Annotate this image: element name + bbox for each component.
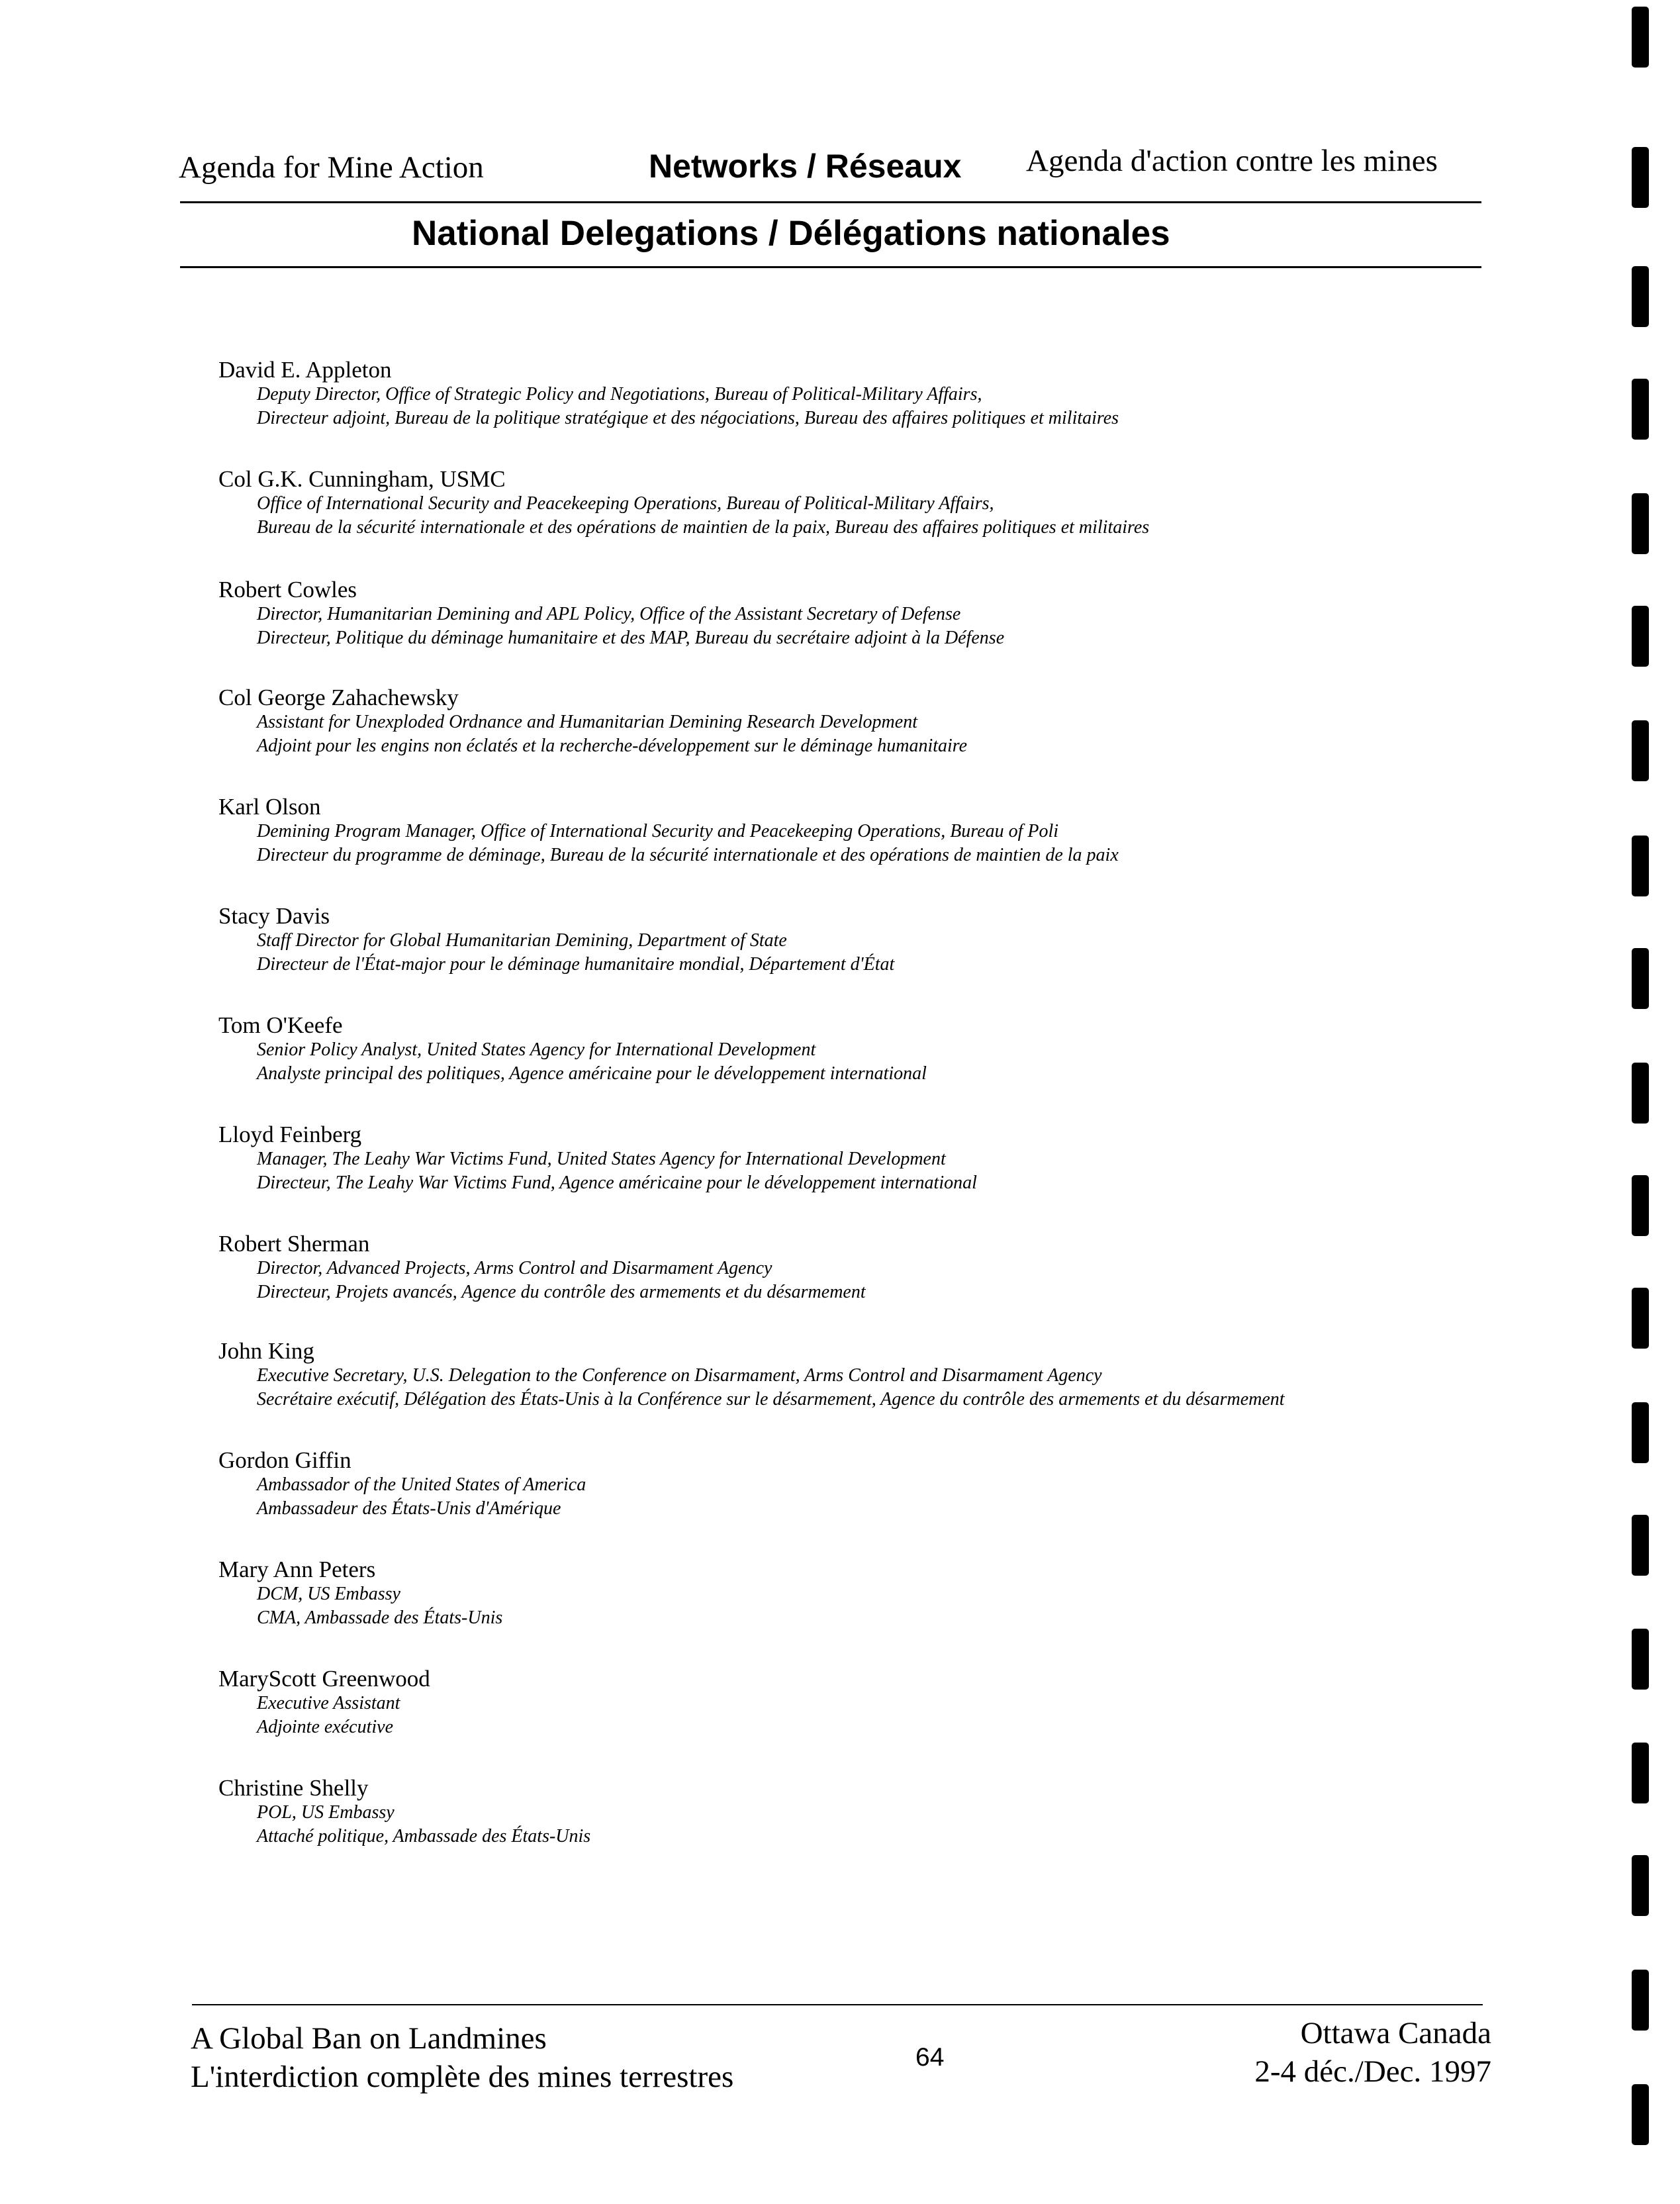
delegate-entry [218,358,1119,430]
binding-mark [1632,493,1649,554]
delegate-title-en: Ambassador of the United States of America [257,1474,586,1495]
delegate-entry [218,1013,927,1086]
delegate-title-fr: Directeur adjoint, Bureau de la politique stratégique et des négociations, Bureau des affaires politiques et militaires [257,408,1119,428]
delegate-name: Robert Sherman [218,1231,370,1257]
delegate-title-fr: Directeur de l'État-major pour le déminage humanitaire mondial, Département d'État [257,954,895,975]
header-section-title: Networks / Réseaux [649,148,962,185]
delegate-entry [218,1666,430,1739]
binding-mark [1632,1063,1649,1124]
delegate-entry [218,1339,1285,1412]
delegate-entry [218,794,1119,867]
delegate-name: MaryScott Greenwood [218,1666,430,1692]
delegate-title-fr: Adjointe exécutive [257,1717,393,1737]
footer-rule [192,2004,1483,2005]
delegate-title-fr: Directeur, The Leahy War Victims Fund, Agence américaine pour le développement international [257,1173,977,1193]
binding-mark [1632,948,1649,1009]
binding-mark [1632,1515,1649,1576]
delegate-entry [218,1448,586,1521]
footer-left-line1: A Global Ban on Landmines [191,2021,547,2056]
binding-mark [1632,1402,1649,1463]
delegate-title-en: Executive Assistant [257,1693,400,1713]
header-left-title: Agenda for Mine Action [179,150,484,185]
binding-mark [1632,266,1649,327]
delegate-title-en: Manager, The Leahy War Victims Fund, United States Agency for International Development [257,1149,946,1169]
delegate-title-en: Staff Director for Global Humanitarian Demining, Department of State [257,930,787,951]
binding-mark [1632,1743,1649,1803]
delegate-title-en: Office of International Security and Peacekeeping Operations, Bureau of Political-Military Affairs, [257,493,994,514]
delegate-title-en: Senior Policy Analyst, United States Agency for International Development [257,1039,816,1060]
delegate-name: Stacy Davis [218,903,330,929]
delegate-entry [218,1231,866,1304]
binding-mark [1632,147,1649,208]
footer-left-line2: L'interdiction complète des mines terrestres [191,2060,734,2094]
header-rule [180,201,1481,203]
binding-mark [1632,1970,1649,2031]
delegate-title-fr: Adjoint pour les engins non éclatés et la recherche-développement sur le déminage humanitaire [257,736,968,756]
delegate-entry [218,467,1149,540]
delegate-title-en: POL, US Embassy [257,1802,395,1823]
delegate-name: Robert Cowles [218,577,357,602]
delegate-name: David E. Appleton [218,357,392,383]
binding-mark [1632,2084,1649,2145]
page-number: 64 [915,2043,945,2072]
footer-right-line1: Ottawa Canada [1300,2016,1491,2050]
binding-mark [1632,7,1649,68]
binding-mark [1632,1629,1649,1690]
delegate-entry [218,1557,502,1630]
header-right-title: Agenda d'action contre les mines [1026,144,1438,178]
delegate-title-en: Deputy Director, Office of Strategic Policy and Negotiations, Bureau of Political-Military Affairs, [257,384,982,405]
delegate-title-en: Assistant for Unexploded Ordnance and Humanitarian Demining Research Development [257,712,917,732]
delegate-name: Col George Zahachewsky [218,685,459,710]
delegate-title-en: Director, Humanitarian Demining and APL Policy, Office of the Assistant Secretary of Defense [257,604,961,624]
delegate-title-en: Director, Advanced Projects, Arms Control and Disarmament Agency [257,1258,772,1278]
page-title: National Delegations / Délégations nationales [412,214,1170,253]
delegate-title-fr: Attaché politique, Ambassade des États-Unis [257,1826,591,1846]
delegate-entry [218,685,967,758]
delegate-name: Col G.K. Cunningham, USMC [218,466,506,492]
binding-mark [1632,836,1649,896]
title-rule [180,266,1481,268]
delegate-name: Christine Shelly [218,1775,369,1801]
delegate-title-en: Demining Program Manager, Office of International Security and Peacekeeping Operations, Bureau of Poli [257,821,1059,841]
delegate-title-fr: Directeur du programme de déminage, Bureau de la sécurité internationale et des opérations de maintien de la paix [257,845,1119,865]
delegate-name: Lloyd Feinberg [218,1122,362,1147]
delegate-entry [218,577,1004,650]
delegate-name: Karl Olson [218,794,321,820]
delegate-name: Mary Ann Peters [218,1557,376,1582]
delegate-entry [218,1776,590,1848]
binding-mark [1632,379,1649,440]
delegate-name: Tom O'Keefe [218,1012,343,1038]
delegate-title-en: DCM, US Embassy [257,1584,400,1604]
binding-mark [1632,606,1649,667]
delegate-name: John King [218,1338,314,1364]
delegate-title-fr: Ambassadeur des États-Unis d'Amérique [257,1498,561,1519]
delegate-title-fr: Analyste principal des politiques, Agence américaine pour le développement international [257,1063,927,1084]
delegate-title-fr: Directeur, Politique du déminage humanitaire et des MAP, Bureau du secrétaire adjoint à la Défense [257,628,1005,648]
footer-right-line2: 2-4 déc./Dec. 1997 [1254,2054,1491,2089]
delegate-title-fr: Bureau de la sécurité internationale et des opérations de maintien de la paix, Bureau des affaires politiques et militaires [257,517,1150,538]
binding-mark [1632,1855,1649,1916]
delegate-title-fr: Secrétaire exécutif, Délégation des États-Unis à la Conférence sur le désarmement, Agence du contrôle des armements et du désarmement [257,1389,1285,1410]
delegate-entry [218,1122,977,1195]
delegate-title-en: Executive Secretary, U.S. Delegation to the Conference on Disarmament, Arms Control and Disarmament Agency [257,1365,1102,1386]
delegate-entry [218,904,894,977]
binding-mark [1632,1175,1649,1236]
delegate-title-fr: CMA, Ambassade des États-Unis [257,1607,503,1628]
delegate-title-fr: Directeur, Projets avancés, Agence du contrôle des armements et du désarmement [257,1282,866,1302]
binding-mark [1632,1288,1649,1349]
delegate-name: Gordon Giffin [218,1447,351,1473]
binding-mark [1632,720,1649,781]
